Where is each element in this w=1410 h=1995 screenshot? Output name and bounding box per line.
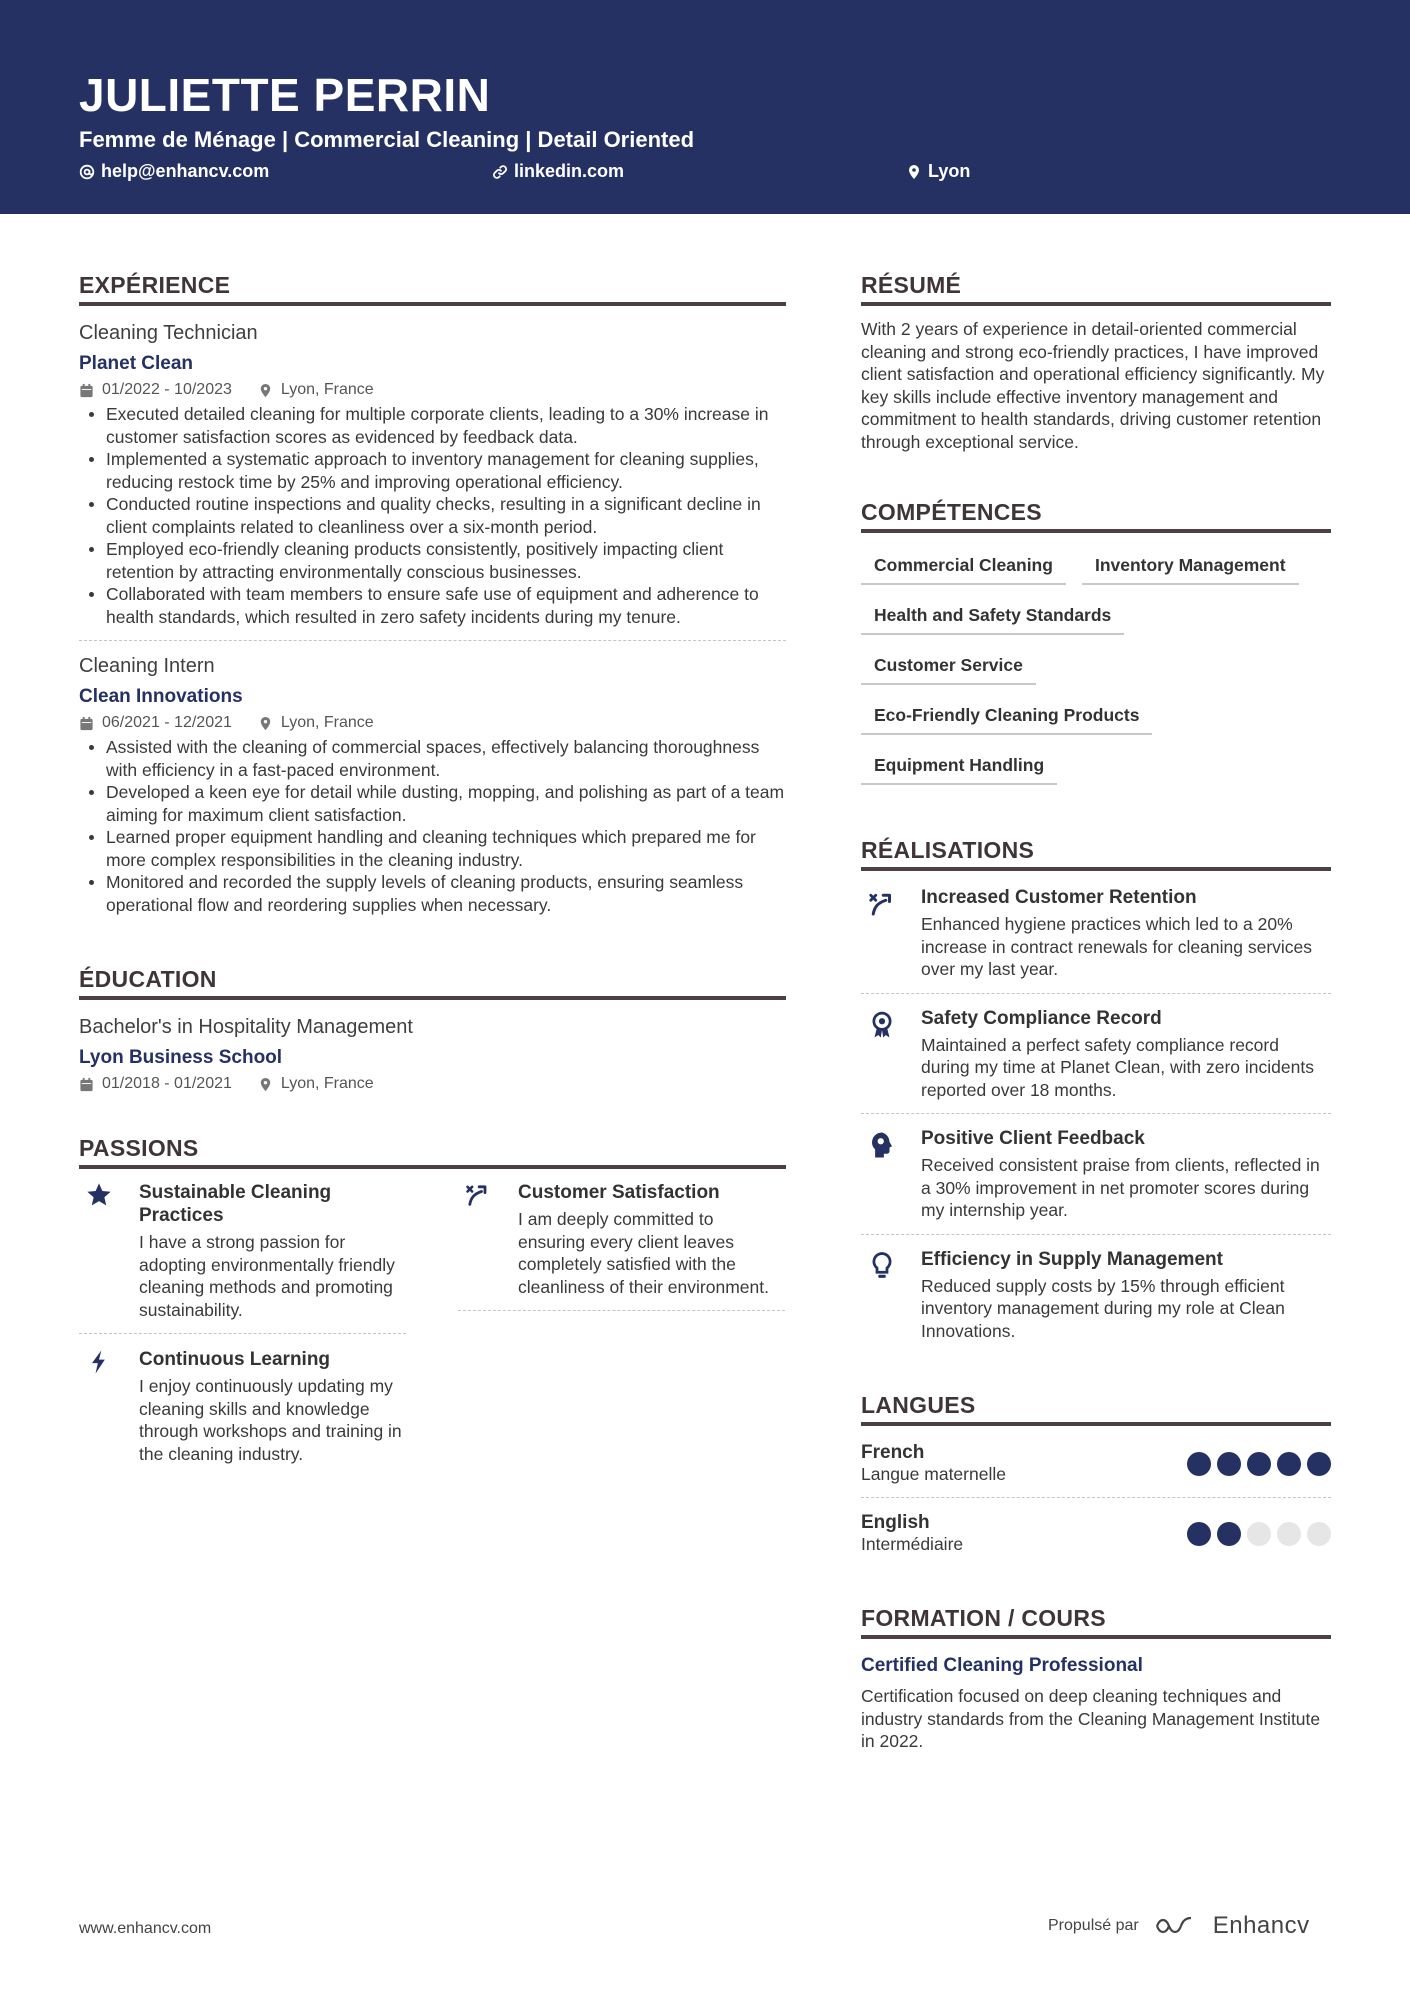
achievement-item bbox=[861, 1128, 1331, 1222]
head-icon bbox=[867, 1130, 897, 1160]
passion-title: Customer Satisfaction bbox=[518, 1182, 720, 1203]
job-bullet: Conducted routine inspections and quality checks, resulting in a significant decline in client complaints related to cleanliness over a six-month period. bbox=[79, 493, 786, 538]
divider bbox=[861, 1234, 1331, 1235]
right-column bbox=[861, 272, 1331, 1753]
job-bullets bbox=[79, 736, 786, 916]
enhancv-logo-icon bbox=[1153, 1914, 1199, 1938]
summary-text: With 2 years of experience in detail-oriented commercial cleaning and strong eco-friendly practices, I have improved client satisfaction and operational efficiency significantly. My key skills include effective inventory management and commitment to health standards, driving customer retention through exceptional service. bbox=[861, 319, 1325, 452]
skill-tag: Commercial Cleaning bbox=[861, 555, 1066, 585]
skill-tag: Inventory Management bbox=[1082, 555, 1299, 585]
linkedin-text: linkedin.com bbox=[514, 161, 625, 181]
passion-item bbox=[458, 1181, 785, 1348]
rating-dot bbox=[1277, 1452, 1301, 1476]
job-meta bbox=[79, 714, 786, 732]
courses-heading: FORMATION / COURS bbox=[861, 1605, 1331, 1639]
divider bbox=[861, 1113, 1331, 1114]
job-bullet: Learned proper equipment handling and cleaning techniques which prepared me for more complex responsibilities in the cleaning industry. bbox=[79, 826, 786, 871]
link-icon bbox=[492, 164, 508, 180]
school: Lyon Business School bbox=[79, 1047, 283, 1068]
job-company: Clean Innovations bbox=[79, 686, 243, 707]
achievement-desc: Maintained a perfect safety compliance record during my time at Planet Clean, with zero incidents reported over 18 months. bbox=[921, 1034, 1314, 1100]
education-meta bbox=[79, 1075, 786, 1093]
passion-desc: I have a strong passion for adopting environmentally friendly cleaning methods and promoting sustainability. bbox=[139, 1232, 395, 1320]
job-bullet: Executed detailed cleaning for multiple corporate clients, leading to a 30% increase in customer satisfaction scores as evidenced by feedback data. bbox=[79, 403, 786, 448]
achievement-title: Positive Client Feedback bbox=[921, 1128, 1145, 1149]
course-desc: Certification focused on deep cleaning techniques and industry standards from the Cleaning Management Institute in 2022. bbox=[861, 1686, 1321, 1751]
languages-heading: LANGUES bbox=[861, 1392, 1331, 1426]
divider bbox=[79, 640, 786, 641]
job-bullet: Implemented a systematic approach to inventory management for cleaning supplies, reducing restock time by 25% and improving operational efficiency. bbox=[79, 448, 786, 493]
header-banner bbox=[0, 0, 1410, 214]
calendar-icon bbox=[79, 1077, 94, 1092]
job-location: Lyon, France bbox=[280, 714, 374, 731]
summary-section bbox=[861, 272, 1331, 453]
job-dates: 06/2021 - 12/2021 bbox=[102, 714, 232, 731]
language-rating bbox=[1187, 1522, 1331, 1546]
brand-name: Enhancv bbox=[1212, 1912, 1310, 1939]
passion-title: Sustainable Cleaning Practices bbox=[139, 1182, 332, 1226]
map-pin-icon bbox=[258, 716, 273, 731]
experience-heading: EXPÉRIENCE bbox=[79, 272, 786, 306]
rating-dot bbox=[1217, 1452, 1241, 1476]
email-text: help@enhancv.com bbox=[101, 161, 270, 181]
contact-location bbox=[906, 161, 970, 182]
achievement-item bbox=[861, 1249, 1331, 1343]
footer-website[interactable]: www.enhancv.com bbox=[79, 1920, 212, 1937]
passion-desc: I enjoy continuously updating my cleaning skills and knowledge through workshops and training in the cleaning industry. bbox=[139, 1376, 402, 1464]
skills-section bbox=[861, 499, 1331, 785]
job-bullet: Developed a keen eye for detail while dusting, mopping, and polishing as part of a team aiming for maximum client satisfaction. bbox=[79, 781, 786, 826]
education-heading: ÉDUCATION bbox=[79, 966, 786, 1000]
language-item bbox=[861, 1442, 1331, 1485]
skill-tag: Customer Service bbox=[861, 655, 1036, 685]
passion-item bbox=[79, 1181, 406, 1348]
job-dates: 01/2022 - 10/2023 bbox=[102, 381, 232, 398]
contact-email[interactable] bbox=[79, 161, 269, 182]
calendar-icon bbox=[79, 383, 94, 398]
achievement-desc: Enhanced hygiene practices which led to a 20% increase in contract renewals for cleaning services over my last year. bbox=[921, 914, 1313, 979]
passions-grid bbox=[79, 1181, 786, 1465]
summary-heading: RÉSUMÉ bbox=[861, 272, 1331, 306]
rating-dot bbox=[1187, 1452, 1211, 1476]
left-column bbox=[79, 272, 786, 1465]
map-pin-icon bbox=[906, 164, 922, 180]
job-meta bbox=[79, 381, 786, 399]
achievement-desc: Reduced supply costs by 15% through efficient inventory management during my role at Clean Innovations. bbox=[921, 1275, 1285, 1341]
location-text: Lyon bbox=[928, 161, 971, 181]
divider bbox=[79, 1333, 406, 1334]
calendar-icon bbox=[79, 716, 94, 731]
job-role: Cleaning Technician bbox=[79, 322, 258, 344]
candidate-name: JULIETTE PERRIN bbox=[79, 69, 491, 121]
achievement-title: Increased Customer Retention bbox=[921, 887, 1197, 908]
candidate-headline: Femme de Ménage | Commercial Cleaning | Detail Oriented bbox=[79, 127, 695, 152]
education-location: Lyon, France bbox=[280, 1075, 374, 1092]
bolt-icon bbox=[85, 1348, 113, 1376]
path-icon bbox=[867, 889, 897, 919]
skill-tag: Equipment Handling bbox=[861, 755, 1057, 785]
divider bbox=[861, 993, 1331, 994]
path-icon bbox=[464, 1181, 492, 1209]
passion-title: Continuous Learning bbox=[139, 1349, 331, 1370]
job-bullet: Assisted with the cleaning of commercial spaces, effectively balancing thoroughness with efficiency in a fast-paced environment. bbox=[79, 736, 786, 781]
achievement-item bbox=[861, 887, 1331, 981]
passion-item bbox=[79, 1348, 406, 1465]
languages-section bbox=[861, 1392, 1331, 1555]
footer-brand bbox=[1048, 1912, 1310, 1940]
lightbulb-icon bbox=[867, 1251, 897, 1281]
divider bbox=[861, 1497, 1331, 1498]
degree: Bachelor's in Hospitality Management bbox=[79, 1016, 413, 1038]
courses-section bbox=[861, 1605, 1331, 1753]
passion-desc: I am deeply committed to ensuring every client leaves completely satisfied with the cleanliness of their environment. bbox=[518, 1209, 769, 1297]
skill-tag: Eco-Friendly Cleaning Products bbox=[861, 705, 1152, 735]
job-company: Planet Clean bbox=[79, 353, 194, 374]
divider bbox=[458, 1310, 785, 1311]
passions-section bbox=[79, 1135, 786, 1465]
rating-dot bbox=[1307, 1452, 1331, 1476]
skills-heading: COMPÉTENCES bbox=[861, 499, 1331, 533]
education-dates: 01/2018 - 01/2021 bbox=[102, 1075, 232, 1092]
achievement-title: Safety Compliance Record bbox=[921, 1007, 1162, 1029]
job-bullet: Collaborated with team members to ensure safe use of equipment and adherence to health standards, which resulted in zero safety incidents during my tenure. bbox=[79, 583, 786, 628]
rating-dot bbox=[1187, 1522, 1211, 1546]
powered-by-label: Propulsé par bbox=[1048, 1917, 1139, 1934]
job-location: Lyon, France bbox=[280, 381, 374, 398]
achievement-item bbox=[861, 1008, 1331, 1102]
job-entry bbox=[79, 322, 786, 628]
language-level: Intermédiaire bbox=[861, 1534, 964, 1554]
language-level: Langue maternelle bbox=[861, 1464, 1006, 1484]
rating-dot bbox=[1217, 1522, 1241, 1546]
contact-linkedin[interactable] bbox=[492, 161, 624, 182]
rating-dot bbox=[1247, 1522, 1271, 1546]
rating-dot bbox=[1277, 1522, 1301, 1546]
language-rating bbox=[1187, 1452, 1331, 1476]
achievement-title: Efficiency in Supply Management bbox=[921, 1248, 1223, 1270]
job-bullet: Monitored and recorded the supply levels of cleaning products, ensuring seamless operational flow and reordering supplies when necessary. bbox=[79, 871, 786, 916]
rating-dot bbox=[1247, 1452, 1271, 1476]
achievement-desc: Received consistent praise from clients, reflected in a 30% improvement in net promoter scores during my internship year. bbox=[921, 1155, 1320, 1220]
course-name: Certified Cleaning Professional bbox=[861, 1655, 1143, 1676]
job-bullets bbox=[79, 403, 786, 628]
achievements-heading: RÉALISATIONS bbox=[861, 837, 1331, 871]
award-icon bbox=[867, 1010, 897, 1040]
job-bullet: Employed eco-friendly cleaning products consistently, positively impacting client retention by attracting environmentally conscious businesses. bbox=[79, 538, 786, 583]
at-icon bbox=[79, 164, 95, 180]
map-pin-icon bbox=[258, 383, 273, 398]
job-entry bbox=[79, 655, 786, 916]
education-section bbox=[79, 966, 786, 1093]
map-pin-icon bbox=[258, 1077, 273, 1092]
skills-list bbox=[861, 555, 1331, 785]
experience-section bbox=[79, 272, 786, 916]
language-name: English bbox=[861, 1512, 930, 1533]
rating-dot bbox=[1307, 1522, 1331, 1546]
language-name: French bbox=[861, 1442, 925, 1463]
language-item bbox=[861, 1512, 1331, 1555]
job-role: Cleaning Intern bbox=[79, 655, 215, 677]
achievements-section bbox=[861, 837, 1331, 1342]
passions-heading: PASSIONS bbox=[79, 1135, 786, 1169]
star-icon bbox=[85, 1181, 113, 1209]
skill-tag: Health and Safety Standards bbox=[861, 605, 1124, 635]
